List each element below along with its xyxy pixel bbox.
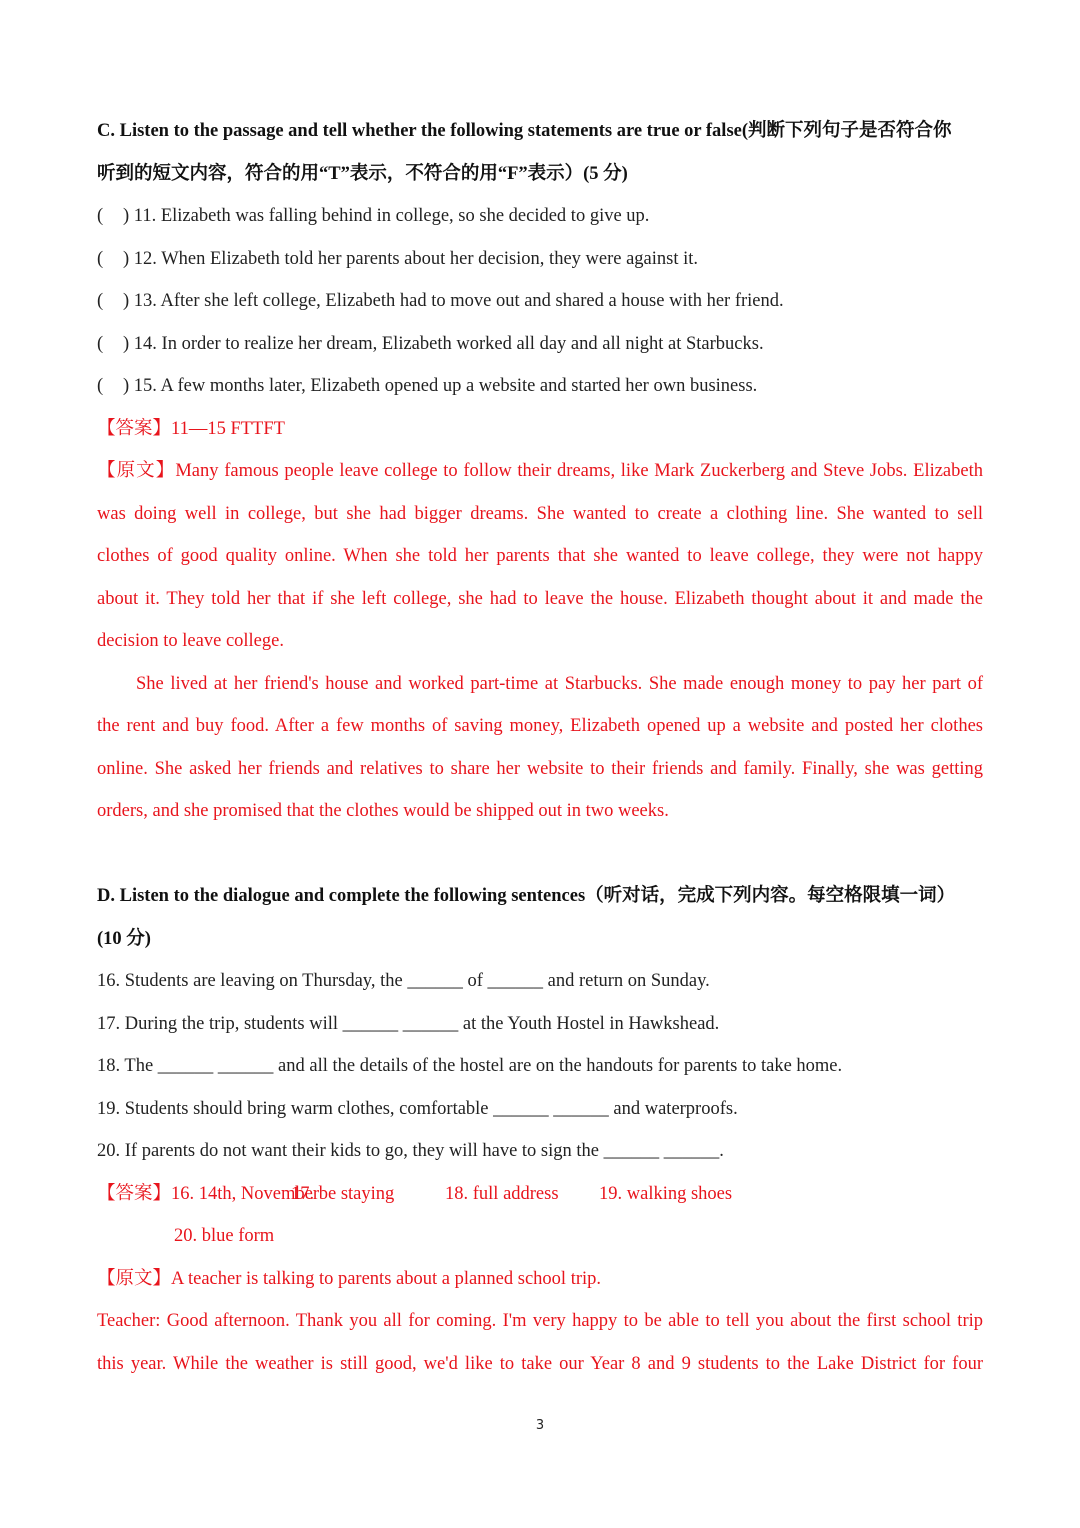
transcript-line: clothes of good quality online. When she told her parents that she wanted to leave college, they were not happy <box>97 546 983 566</box>
answer-paren: ( <box>97 376 104 396</box>
question-13 <box>97 280 983 323</box>
section-d-answers <box>97 1173 983 1216</box>
transcript-line: about it. They told her that if she left college, she had to leave the house. Elizabeth thought about it and made the <box>97 588 983 609</box>
transcript-line: this year. While the weather is still good, we'd like to take our Year 8 and 9 students to the Lake District for four <box>97 1353 983 1374</box>
transcript-line: 【原文】Many famous people leave college to follow their dreams, like Mark Zuckerberg and Steve Jobs. Elizabeth <box>97 461 983 481</box>
question-text: ) 13. After she left college, Elizabeth had to move out and shared a house with her friend. <box>123 291 784 311</box>
section-spacer <box>97 833 983 876</box>
section-d-heading-line2: (10 分) <box>97 928 151 949</box>
answer-18: 18. full address <box>445 1183 559 1204</box>
answer-paren: ( <box>97 248 104 269</box>
transcript-line: online. She asked her friends and relatives to share her website to their friends and family. Finally, she was getting <box>97 758 983 779</box>
transcript-line: the rent and buy food. After a few months of saving money, Elizabeth opened up a website and posted her clothes <box>97 716 983 736</box>
transcript-line: Teacher: Good afternoon. Thank you all for coming. I'm very happy to be able to tell you about the first school trip <box>97 1311 983 1331</box>
question-text: ) 11. Elizabeth was falling behind in college, so she decided to give up. <box>123 206 650 226</box>
question-15 <box>97 365 983 408</box>
transcript-line: She lived at her friend's house and worked part-time at Starbucks. She made enough money to pay her part of <box>136 673 983 694</box>
question-14 <box>97 323 983 366</box>
answer-16: 【答案】16. 14th, November <box>97 1183 319 1204</box>
answer-paren: ( <box>97 291 104 311</box>
section-c-heading-line1: C. Listen to the passage and tell whether the following statements are true or false(判断下列句子是否符合你 <box>97 121 952 141</box>
transcript-line: was doing well in college, but she had bigger dreams. She wanted to create a clothing line. She wanted to sell <box>97 503 983 524</box>
question-11 <box>97 195 983 238</box>
question-19: 19. Students should bring warm clothes, comfortable ______ ______ and waterproofs. <box>97 1098 738 1119</box>
section-c-answer: 【答案】11—15 FTTFT <box>97 418 285 439</box>
question-18: 18. The ______ ______ and all the details of the hostel are on the handouts for parents to take home. <box>97 1056 843 1076</box>
section-d-heading-line1: D. Listen to the dialogue and complete the following sentences（听对话，完成下列内容。每空格限填一词） <box>97 886 956 906</box>
section-d-transcript-intro: 【原文】A teacher is talking to parents about a planned school trip. <box>97 1268 602 1289</box>
page-number: 3 <box>535 1418 545 1433</box>
answer-17: 17. be staying <box>291 1183 395 1204</box>
answer-20: 20. blue form <box>174 1226 275 1246</box>
answer-paren: ( <box>97 206 104 226</box>
answer-19: 19. walking shoes <box>599 1183 733 1204</box>
transcript-line: decision to leave college. <box>97 631 284 651</box>
question-text: ) 12. When Elizabeth told her parents about her decision, they were against it. <box>123 248 699 269</box>
question-text: ) 15. A few months later, Elizabeth opened up a website and started her own business. <box>123 376 758 396</box>
question-20: 20. If parents do not want their kids to go, they will have to sign the ______ ______. <box>97 1141 724 1161</box>
question-12 <box>97 238 983 281</box>
question-16: 16. Students are leaving on Thursday, the ______ of ______ and return on Sunday. <box>97 971 710 991</box>
answer-paren: ( <box>97 333 104 354</box>
document-page <box>97 110 983 1385</box>
question-17: 17. During the trip, students will ______ ______ at the Youth Hostel in Hawkshead. <box>97 1013 720 1034</box>
section-c-heading-line2: 听到的短文内容，符合的用“T”表示，不符合的用“F”表示）(5 分) <box>97 163 628 184</box>
transcript-line: orders, and she promised that the clothes would be shipped out in two weeks. <box>97 801 669 821</box>
question-text: ) 14. In order to realize her dream, Elizabeth worked all day and all night at Starbucks. <box>123 333 764 354</box>
